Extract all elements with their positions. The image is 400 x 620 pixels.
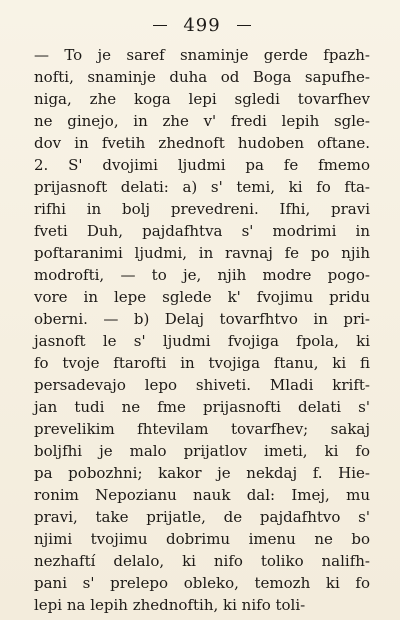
text-line: njimi tvojimu dobrimu imenu ne bo xyxy=(34,530,370,548)
text-line: modrofti, — to je, njih modre pogo- xyxy=(34,266,370,284)
text-line: nezhaftí delalo, ki nifo toliko nalifh- xyxy=(34,552,370,570)
page-header xyxy=(34,10,370,40)
text-line: prevelikim fhtevilam tovarfhev; sakaj xyxy=(34,420,370,438)
text-line: pa pobozhni; kakor je nekdaj f. Hie- xyxy=(34,464,370,482)
text-line: rifhi in bolj prevedreni. Ifhi, pravi xyxy=(34,200,370,218)
text-line: boljfhi je malo prijatlov imeti, ki fo xyxy=(34,442,370,460)
text-line: poftaranimi ljudmi, in ravnaj fe po njih xyxy=(34,244,370,262)
text-line: nofti, snaminje duha od Boga sapufhe- xyxy=(34,68,370,86)
text-line: ne ginejo, in zhe v' fredi lepih sgle- xyxy=(34,112,370,130)
text-line: lepi na lepih zhednoftih, ki nifo toli- xyxy=(34,596,306,614)
text-line: oberni. — b) Delaj tovarfhtvo in pri- xyxy=(34,310,370,328)
body-text xyxy=(34,44,370,616)
text-line: persadevajo lepo shiveti. Mladi krift- xyxy=(34,376,370,394)
text-line: ronim Nepozianu nauk dal: Imej, mu xyxy=(34,486,370,504)
text-line: pravi, take prijatle, de pajdafhtvo s' xyxy=(34,508,370,526)
text-line: fo tvoje ftarofti in tvojiga ftanu, ki fi xyxy=(34,354,370,372)
text-line: jan tudi ne fme prijasnofti delati s' xyxy=(34,398,370,416)
text-line: — To je saref snaminje gerde fpazh- xyxy=(34,46,370,64)
text-line: niga, zhe koga lepi sgledi tovarfhev xyxy=(34,90,370,108)
header-right-dash xyxy=(237,25,251,26)
text-line: vore in lepe sglede k' fvojimu pridu xyxy=(34,288,370,306)
text-line: dov in fvetih zhednoft hudoben oftane. xyxy=(34,134,370,152)
text-line: jasnoft le s' ljudmi fvojiga fpola, ki xyxy=(34,332,370,350)
page-number: 499 xyxy=(183,14,221,36)
text-line: prijasnoft delati: a) s' temi, ki fo fta- xyxy=(34,178,370,196)
text-line: 2. S' dvojimi ljudmi pa fe fmemo xyxy=(34,156,370,174)
text-line: pani s' prelepo obleko, temozh ki fo xyxy=(34,574,370,592)
text-line: fveti Duh, pajdafhtva s' modrimi in xyxy=(34,222,370,240)
header-left-dash xyxy=(153,25,167,26)
